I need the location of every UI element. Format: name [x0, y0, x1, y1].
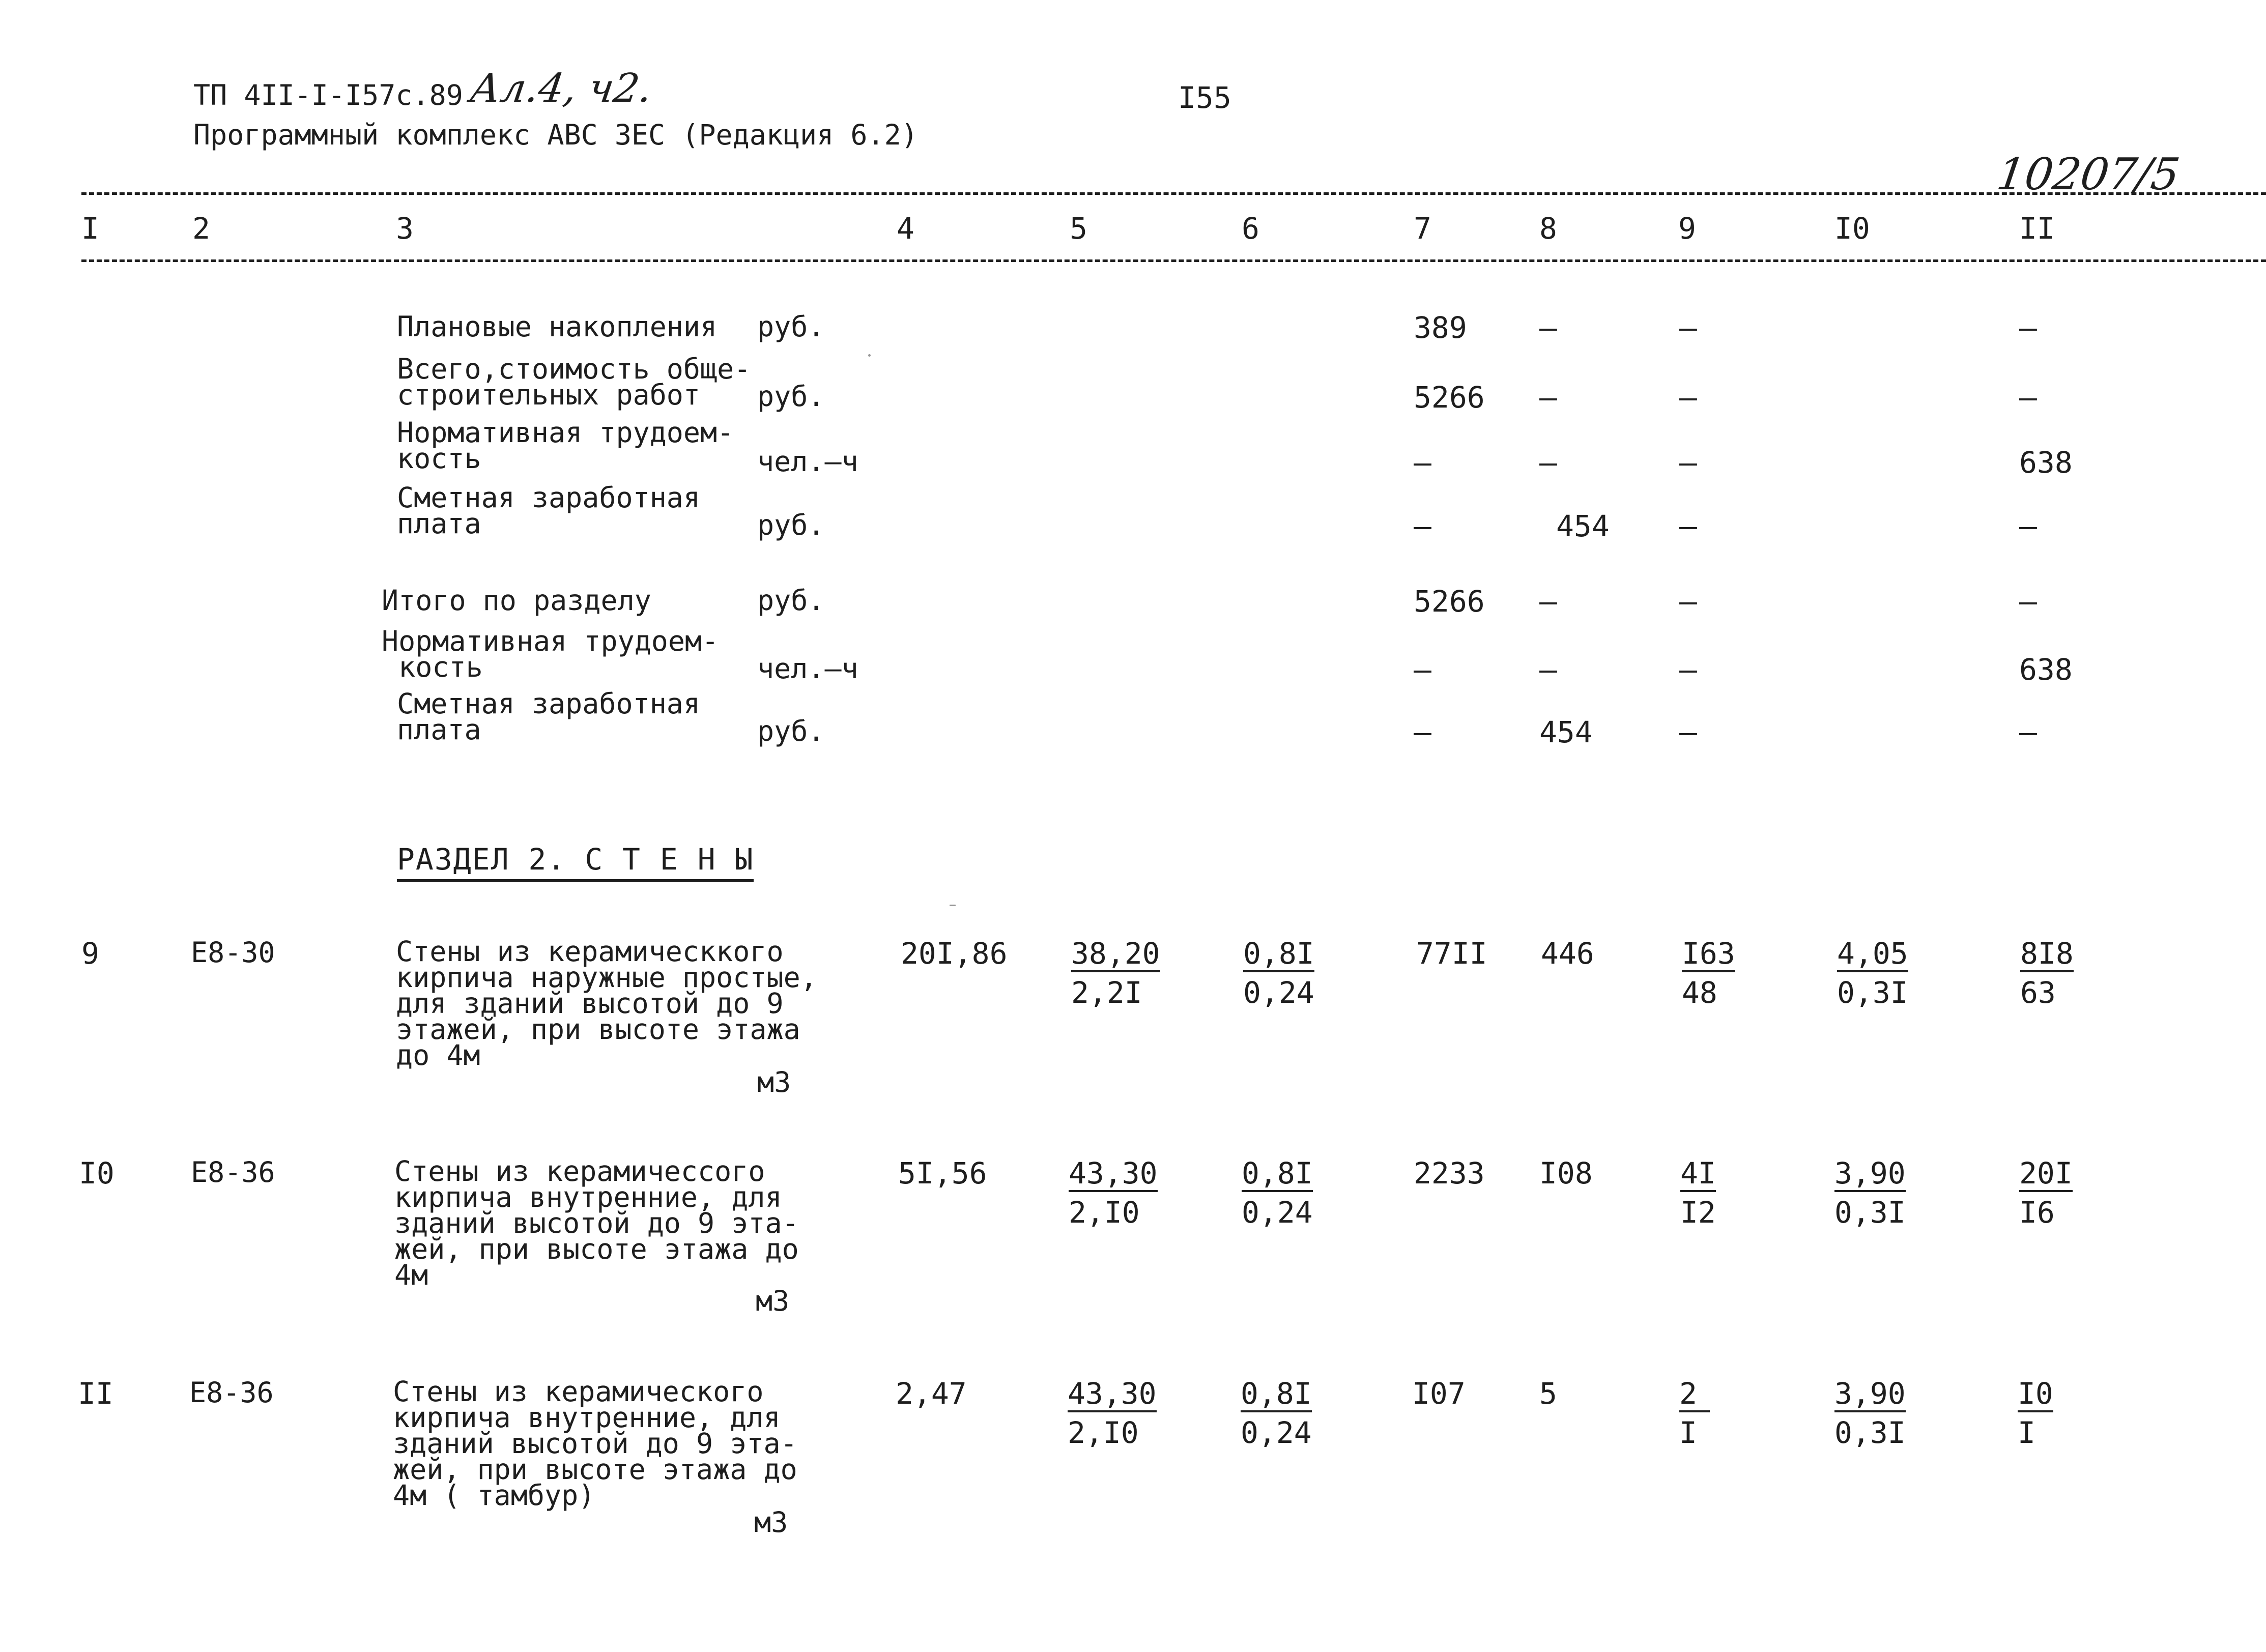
row-10-c11-bottom: I6 — [2019, 1195, 2055, 1230]
page-number: I55 — [1178, 80, 1231, 115]
archive-number: 10207/5 — [1993, 149, 2183, 200]
row-9-c10-bottom: 0,3I — [1837, 975, 1908, 1010]
summary-wages-c8: 454 — [1556, 509, 1610, 543]
row-9-quantity: 20I,86 — [901, 936, 1008, 971]
section-wages-unit: руб. — [757, 715, 825, 747]
section-wages-c7: – — [1414, 715, 1431, 749]
row-11-c9-bottom: I — [1679, 1415, 1697, 1450]
summary-labor-intensity-c8: – — [1539, 445, 1557, 480]
row-10-c5-bottom: 2,I0 — [1069, 1195, 1140, 1230]
section-labor-intensity-c8: – — [1539, 652, 1557, 687]
column-header-6: 6 — [1242, 211, 1259, 246]
summary-total-construction-label: Всего,стоимость обще- строительных работ — [397, 353, 751, 411]
header-top-dashed-line — [81, 192, 2266, 195]
summary-wages-unit: руб. — [757, 509, 825, 541]
handwritten-mark: Ал.4, ч2. — [467, 66, 655, 111]
row-10-c7: 2233 — [1414, 1156, 1485, 1191]
document-code: ТП 4II-I-I57с.89 — [193, 79, 463, 111]
row-9-c11-top: 8I8 — [2020, 939, 2074, 972]
section-total-c8: – — [1539, 584, 1557, 619]
column-header-2: 2 — [192, 211, 210, 246]
summary-wages-label: Сметная заработная плата — [397, 481, 701, 540]
section-total-label: Итого по разделу — [382, 584, 651, 617]
row-10-code: Е8-36 — [191, 1156, 275, 1189]
summary-labor-intensity-label: Нормативная трудоем- кость — [397, 416, 734, 475]
section-total-unit: руб. — [757, 584, 825, 617]
summary-planned-savings-label: Плановые накопления — [397, 310, 718, 343]
row-10-description: Стены из керамичессого кирпича внутренние, для зданий высотой до 9 эта- жей, при высоте этажа до 4м — [394, 1155, 799, 1291]
column-header-5: 5 — [1070, 211, 1087, 246]
column-header-3: 3 — [396, 211, 414, 246]
row-10-c10-top: 3,90 — [1834, 1158, 1906, 1192]
header-bottom-dashed-line — [81, 259, 2266, 262]
row-10-c6-top: 0,8I — [1242, 1158, 1313, 1192]
section-labor-intensity-label: Нормативная трудоем- кость — [382, 625, 719, 683]
row-11-c9-top: 2 — [1679, 1379, 1710, 1412]
row-11-description: Стены из керамического кирпича внутренние, для зданий высотой до 9 эта- жей, при высоте этажа до 4м ( тамбур) — [393, 1375, 797, 1512]
column-header-1: I — [81, 211, 99, 246]
row-9-c7: 77II — [1416, 936, 1487, 971]
row-11-number: II — [78, 1376, 113, 1411]
row-10-c5-top: 43,30 — [1069, 1158, 1158, 1192]
summary-labor-intensity-c9: – — [1679, 445, 1697, 480]
row-9-c10-top: 4,05 — [1837, 939, 1908, 972]
row-11-c11-top: I0 — [2018, 1379, 2053, 1412]
row-11-code: Е8-36 — [189, 1376, 274, 1409]
program-title: Программный комплекс АВС ЗЕС (Редакция 6.2) — [193, 119, 918, 151]
row-10-number: I0 — [79, 1156, 114, 1191]
scan-speck — [950, 905, 956, 906]
summary-planned-savings-c7: 389 — [1414, 310, 1467, 345]
row-9-c9-bottom: 48 — [1682, 975, 1717, 1010]
column-header-8: 8 — [1539, 211, 1557, 246]
row-9-c11-bottom: 63 — [2020, 975, 2056, 1010]
row-9-c5-bottom: 2,2I — [1071, 975, 1142, 1010]
row-11-c6-bottom: 0,24 — [1241, 1415, 1312, 1450]
row-10-unit: м3 — [756, 1285, 790, 1317]
row-10-c6-bottom: 0,24 — [1242, 1195, 1313, 1230]
summary-total-construction-c8: – — [1539, 380, 1557, 415]
row-11-c10-bottom: 0,3I — [1834, 1415, 1906, 1450]
section-wages-label: Сметная заработная плата — [397, 687, 701, 746]
row-10-c8: I08 — [1539, 1156, 1593, 1191]
summary-planned-savings-unit: руб. — [757, 310, 825, 343]
section-total-c11: – — [2019, 584, 2037, 619]
summary-total-construction-c9: – — [1679, 380, 1697, 415]
column-header-4: 4 — [897, 211, 914, 246]
summary-wages-c7: – — [1414, 509, 1431, 543]
section-total-c9: – — [1679, 584, 1697, 619]
column-header-9: 9 — [1678, 211, 1696, 246]
section-total-c7: 5266 — [1414, 584, 1485, 619]
row-10-c9-top: 4I — [1680, 1158, 1716, 1192]
row-11-c8: 5 — [1539, 1376, 1557, 1411]
column-header-7: 7 — [1414, 211, 1431, 246]
row-10-c9-bottom: I2 — [1680, 1195, 1716, 1230]
summary-labor-intensity-c11: 638 — [2019, 445, 2073, 480]
row-9-c8: 446 — [1541, 936, 1594, 971]
row-9-number: 9 — [81, 936, 99, 971]
section-wages-c8: 454 — [1539, 715, 1593, 749]
row-11-c10-top: 3,90 — [1834, 1379, 1906, 1412]
section-labor-intensity-c7: – — [1414, 652, 1431, 687]
section-wages-c11: – — [2019, 715, 2037, 749]
row-9-unit: м3 — [757, 1066, 791, 1098]
column-header-11: II — [2019, 211, 2055, 246]
row-9-c9-top: I63 — [1682, 939, 1735, 972]
row-9-c6-top: 0,8I — [1243, 939, 1314, 972]
summary-total-construction-c7: 5266 — [1414, 380, 1485, 415]
summary-total-construction-c11: – — [2019, 380, 2037, 415]
section-labor-intensity-c9: – — [1679, 652, 1697, 687]
row-10-c11-top: 20I — [2019, 1158, 2073, 1192]
summary-wages-c11: – — [2019, 509, 2037, 543]
section-title: РАЗДЕЛ 2. С Т Е Н Ы — [397, 845, 754, 882]
summary-planned-savings-c9: – — [1679, 310, 1697, 345]
row-11-c11-bottom: I — [2018, 1415, 2035, 1450]
row-11-c7: I07 — [1412, 1376, 1466, 1411]
summary-labor-intensity-c7: – — [1414, 445, 1431, 480]
row-10-c10-bottom: 0,3I — [1834, 1195, 1906, 1230]
row-11-c5-bottom: 2,I0 — [1068, 1415, 1139, 1450]
row-9-c5-top: 38,20 — [1071, 939, 1160, 972]
row-9-description: Стены из керамическкого кирпича наружные простые, для зданий высотой до 9 этажей, при высоте этажа до 4м — [396, 935, 817, 1071]
row-11-unit: м3 — [754, 1506, 788, 1539]
section-labor-intensity-c11: 638 — [2019, 652, 2073, 687]
row-9-c6-bottom: 0,24 — [1243, 975, 1314, 1010]
summary-planned-savings-c11: – — [2019, 310, 2037, 345]
row-9-code: Е8-30 — [191, 936, 275, 969]
summary-labor-intensity-unit: чел.–ч — [757, 445, 858, 478]
row-11-c5-top: 43,30 — [1068, 1379, 1157, 1412]
summary-wages-c9: – — [1679, 509, 1697, 543]
row-10-quantity: 5I,56 — [898, 1156, 987, 1191]
scan-speck — [868, 354, 871, 357]
section-labor-intensity-unit: чел.–ч — [757, 652, 858, 685]
row-11-c6-top: 0,8I — [1241, 1379, 1312, 1412]
summary-total-construction-unit: руб. — [757, 380, 825, 413]
summary-planned-savings-c8: – — [1539, 310, 1557, 345]
column-header-10: I0 — [1834, 211, 1870, 246]
row-11-quantity: 2,47 — [896, 1376, 967, 1411]
section-wages-c9: – — [1679, 715, 1697, 749]
